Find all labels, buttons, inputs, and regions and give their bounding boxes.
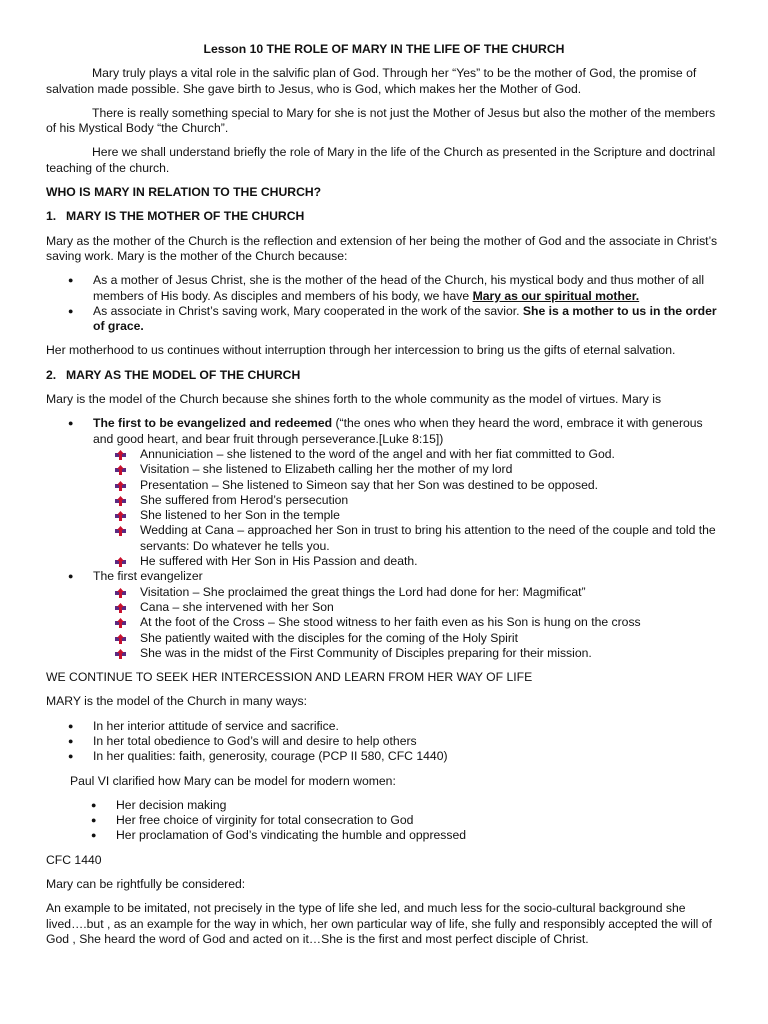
arrow-bullet-icon [115,588,126,598]
section-1-bullets [46,273,722,334]
sub-list-item [46,447,722,462]
model-intro: MARY is the model of the Church in many ways: [46,694,308,709]
sub-list-item [46,554,722,569]
list-item-text: In her interior attitude of service and sacrifice. [93,718,339,733]
list-item-text: The first evangelizer [93,569,203,584]
section-1-closing: Her motherhood to us continues without interruption through her intercession to bring us the gifts of eternal salvation. [46,343,676,358]
sub-list-item-text: She was in the midst of the First Community of Disciples preparing for their mission. [140,645,592,660]
model-list [46,719,722,765]
sub-list-item [46,478,722,493]
arrow-bullet-icon [115,649,126,659]
list-item [46,569,722,584]
arrow-bullet-icon [115,481,126,491]
paul-list [46,798,722,844]
round-bullet-icon: ● [91,830,97,841]
sub-list-item [46,600,722,615]
continue-heading: WE CONTINUE TO SEEK HER INTERCESSION AND LEARN FROM HER WAY OF LIFE [46,670,533,685]
arrow-bullet-icon [115,557,126,567]
sub-list-item [46,493,722,508]
sub-list-item-text: Wedding at Cana – approached her Son in trust to bring his attention to the need of the couple and told the servants: Do whatever he tells you. [140,523,716,553]
section-2-intro: Mary is the model of the Church because she shines forth to the whole community as the model of virtues. Mary is [46,392,662,407]
list-item-text: The first to be evangelized and redeemed (“the ones who when they heard the word, embrace it with generous and good heart, and bear fruit through perseverance.[Luke 8:15]) [93,416,703,446]
list-item-text: In her qualities: faith, generosity, courage (PCP II 580, CFC 1440) [93,749,448,764]
arrow-bullet-icon [115,465,126,475]
first-evangelized-sublist [46,447,722,569]
list-item [46,416,722,447]
sub-list-item [46,508,722,523]
section-2-number: 2. [46,367,57,382]
round-bullet-icon: ● [68,275,74,286]
list-item-text: Her free choice of virginity for total consecration to God [116,813,414,828]
section-2-title: MARY AS THE MODEL OF THE CHURCH [66,367,301,382]
sub-list-item-text: She patiently waited with the disciples for the coming of the Holy Spirit [140,630,519,645]
arrow-bullet-icon [115,634,126,644]
list-item-text: In her total obedience to God’s will and desire to help others [93,733,417,748]
intro-paragraph-3: Here we shall understand briefly the role of Mary in the life of the Church as presented in the Scripture and doctrinal teaching of the church. [46,145,716,175]
round-bullet-icon: ● [68,418,74,429]
sub-list-item [46,646,722,661]
list-item [46,734,722,749]
list-item [46,749,722,764]
sub-list-item [46,615,722,630]
section-2-bullets [46,416,722,447]
document-title: Lesson 10 THE ROLE OF MARY IN THE LIFE OF THE CHURCH [203,42,565,56]
sub-list-item-text: Presentation – She listened to Simeon say that her Son was destined to be opposed. [140,477,599,492]
round-bullet-icon: ● [91,815,97,826]
list-item-text: As associate in Christ’s saving work, Mary cooperated in the work of the savior. She is a mother to us in the order of grace. [93,303,717,334]
sub-list-item-text: He suffered with Her Son in His Passion and death. [140,554,418,569]
heading-who-is-mary: WHO IS MARY IN RELATION TO THE CHURCH? [46,185,322,200]
section-1-intro: Mary as the mother of the Church is the reflection and extension of her being the mother of God and the associate in Christ’s saving work. Mary is the mother of the Church because: [46,233,718,263]
arrow-bullet-icon [115,450,126,460]
arrow-bullet-icon [115,511,126,521]
sub-list-item-text: She listened to her Son in the temple [140,508,340,523]
sub-list-item-text: Visitation – She proclaimed the great things the Lord had done for her: Magmificat” [140,584,586,599]
document-page [46,42,722,947]
list-item-text: As a mother of Jesus Christ, she is the mother of the head of the Church, his mystical body and thus mother of all members of His body. As disciples and members of his body, we have Mary as our spiritual mother. [93,273,705,303]
arrow-bullet-icon [115,526,126,536]
section-2-bullets-b [46,569,722,584]
emphasis-text: She is a mother to us in the order of grace. [93,303,717,334]
paul-intro: Paul VI clarified how Mary can be model for modern women: [70,773,396,788]
round-bullet-icon: ● [68,305,74,316]
sub-list-item [46,462,722,477]
section-1-number: 1. [46,209,57,224]
intro-paragraph-2: There is really something special to Mary for she is not just the Mother of Jesus but also the mother of the members of his Mystical Body “the Church”. [46,105,716,136]
section-1-title: MARY IS THE MOTHER OF THE CHURCH [66,209,305,224]
arrow-bullet-icon [115,496,126,506]
list-item [46,304,722,335]
list-item [46,798,722,813]
round-bullet-icon: ● [91,799,97,810]
section-1-heading [46,209,722,224]
arrow-bullet-icon [115,618,126,628]
sub-list-item-text: Annuniciation – she listened to the word of the angel and with her fiat committed to God. [140,446,615,461]
round-bullet-icon: ● [68,735,74,746]
rightfully-line: Mary can be rightfully be considered: [46,877,246,892]
round-bullet-icon: ● [68,720,74,731]
list-item [46,813,722,828]
emphasis-text: Mary as our spiritual mother. [472,288,640,303]
round-bullet-icon: ● [68,571,74,582]
sub-list-item-text: She suffered from Herod’s persecution [140,492,349,507]
sub-list-item [46,523,722,554]
sub-list-item-text: At the foot of the Cross – She stood witness to her faith even as his Son is hung on the cross [140,615,641,630]
sub-list-item [46,631,722,646]
first-evangelizer-sublist [46,585,722,661]
arrow-bullet-icon [115,603,126,613]
list-item [46,273,722,304]
final-paragraph: An example to be imitated, not precisely in the type of life she led, and much less for the socio-cultural background she lived….but , as an example for the way in which, her own particular way of life, she fully and responsibly accepted the will of God , She heard the word of God and acted on it…She is the first and most perfect disciple of Christ. [46,901,712,946]
list-item-text: Her proclamation of God’s vindicating the humble and oppressed [116,828,467,843]
section-2-heading [46,368,722,383]
intro-paragraph-1: Mary truly plays a vital role in the salvific plan of God. Through her “Yes” to be the mother of God, the promise of salvation made possible. She gave birth to Jesus, who is God, which makes her the Mother of God. [46,66,697,96]
sub-list-item-text: Visitation – she listened to Elizabeth calling her the mother of my lord [140,462,513,477]
round-bullet-icon: ● [68,751,74,762]
list-item [46,828,722,843]
cfc-reference: CFC 1440 [46,852,102,867]
list-item-text: Her decision making [116,797,227,812]
sub-list-item-text: Cana – she intervened with her Son [140,599,334,614]
sub-list-item [46,585,722,600]
list-item [46,719,722,734]
